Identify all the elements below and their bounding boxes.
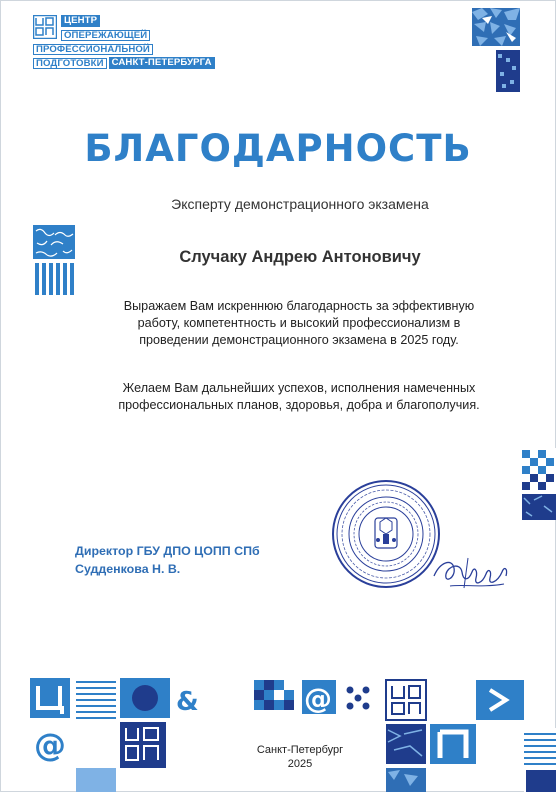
recipient-role: Эксперту демонстрационного экзамена [171,196,429,212]
logo-line-4b: САНКТ-ПЕТЕРБУРГА [109,57,215,69]
document-title: БЛАГОДАРНОСТЬ [84,127,472,170]
logo-line-1: ЦЕНТР [61,15,100,27]
right-pattern-decoration [522,448,556,520]
logo-line-2: ОПЕРЕЖАЮЩЕЙ [61,30,150,41]
issue-year: 2025 [287,758,313,770]
svg-text:@: @ [34,726,66,764]
issue-place-date [240,743,360,771]
signer-block [75,542,260,578]
svg-text:&: & [176,687,199,717]
city-name: Санкт-Петербург [256,744,344,756]
logo-line-4a: ПОДГОТОВКИ [33,58,107,69]
svg-text:@: @ [304,682,332,715]
signer-position: Директор ГБУ ДПО ЦОПП СПб [75,544,260,558]
top-right-pattern-decoration [472,8,520,92]
bottom-left-pattern-decoration [30,678,220,792]
organization-logo [33,15,215,71]
gratitude-paragraph: Выражаем Вам искреннюю благодарность за эффективную работу, компетентность и высокий профессионализм в проведении демонстрационного экзамена в 2025 году. [123,299,475,347]
bottom-right-pattern-decoration [254,678,556,792]
recipient-name: Случаку Андрею Антоновичу [179,248,421,266]
signer-name: Судденкова Н. В. [75,562,181,576]
wishes-paragraph: Желаем Вам дальнейших успехов, исполнения намеченных профессиональных планов, здоровья, добра и благополучия. [118,381,480,412]
logo-line-3: ПРОФЕССИОНАЛЬНОЙ [33,44,153,55]
official-seal-stamp [330,478,442,590]
logo-mark-icon [33,15,57,39]
signature [430,548,512,598]
